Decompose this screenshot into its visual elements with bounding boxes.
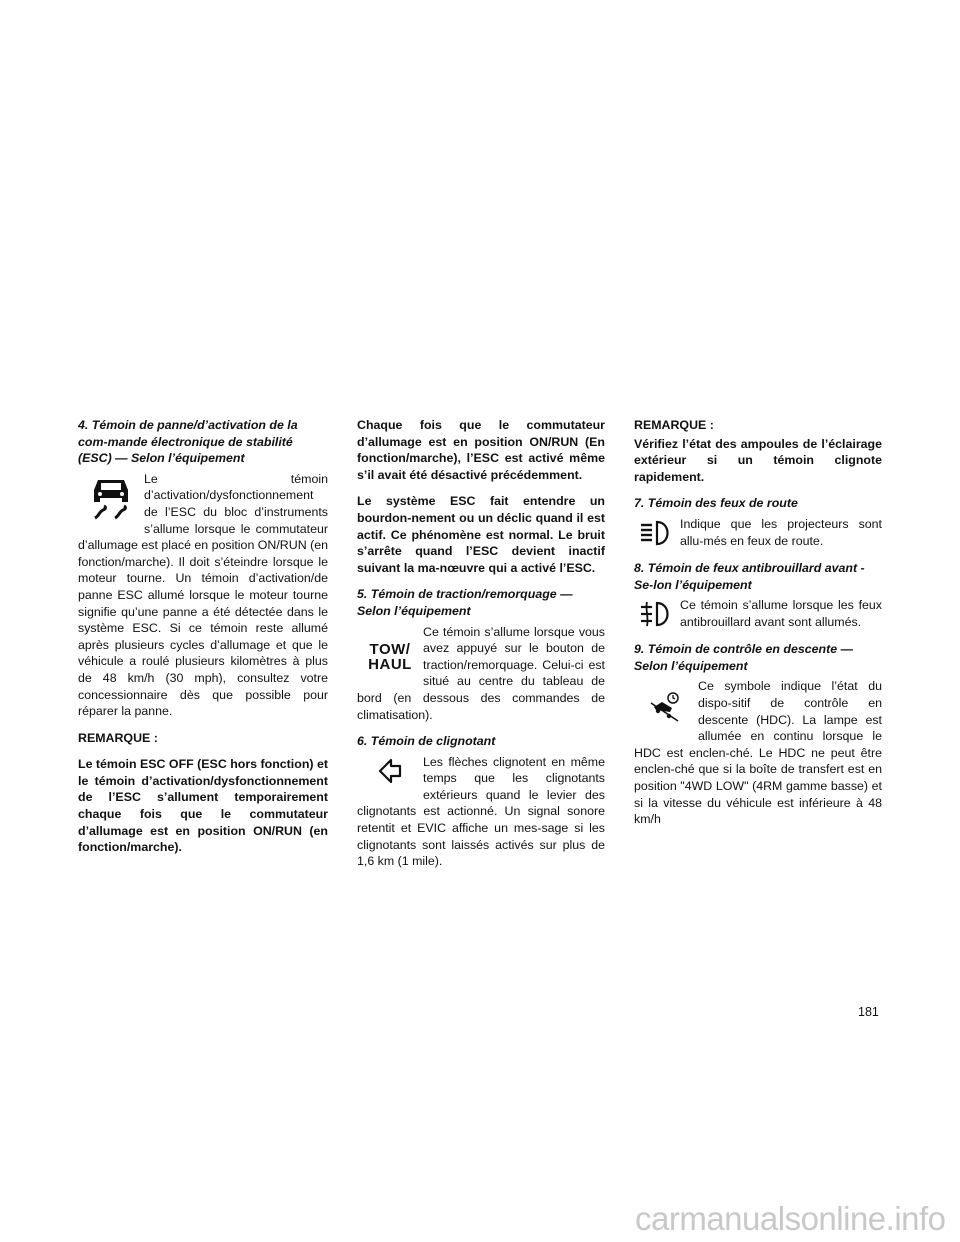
- section-5-heading: 5. Témoin de traction/remorquage — Selon l’équipement: [357, 587, 573, 618]
- page-number: 181: [858, 1005, 879, 1019]
- high-beam-icon: [634, 516, 680, 550]
- remark-label: REMARQUE :: [78, 730, 158, 745]
- section-6-heading: 6. Témoin de clignotant: [357, 734, 496, 749]
- remark-label: REMARQUE :: [634, 418, 714, 432]
- esc-noise-note: Le système ESC fait entendre un bourdon-nement ou un déclic quand il est actif. Ce phénomène est normal. Le bruit s’arrête quand l’ESC devient inactif suivant la ma-nœuvre qui a activé l’ESC.: [357, 494, 605, 575]
- hill-descent-control-icon: [634, 678, 698, 738]
- high-beam-indicator-block: [634, 516, 882, 550]
- section-9-heading: 9. Témoin de contrôle en descente — Selon l’équipement: [634, 642, 853, 673]
- section-7-heading: 7. Témoin des feux de route: [634, 496, 798, 511]
- section-5-body: Ce témoin s’allume lorsque vous avez appuyé sur le bouton de traction/remorquage. Celui-ci est situé au centre du tableau de bord (en dessous des commandes de climatisation).: [357, 624, 605, 722]
- esc-activation-note: Chaque fois que le commutateur d’allumage est en position ON/RUN (En fonction/marche), l’ESC est activé même s’il avait été désactivé précédemment.: [357, 418, 605, 482]
- tow-haul-indicator-block: [357, 624, 605, 724]
- section-8-body: Ce témoin s’allume lorsque les feux antibrouillard avant sont allumés.: [680, 598, 882, 629]
- section-7-body: Indique que les projecteurs sont allu-més en feux de route.: [680, 516, 882, 548]
- hill-descent-indicator-block: [634, 678, 882, 827]
- tow-haul-icon-line-1: TOW/: [369, 640, 411, 658]
- watermark-footer: carmanualsonline.info: [635, 1200, 946, 1237]
- section-6-body: Les flèches clignotent en même temps que les clignotants extérieurs quand le levier des clignotants est actionné. Un signal sonore retentit et EVIC affiche un mes-sage si les clignotants sont laissés activés sur plus de 1,6 km (1 mile).: [357, 754, 605, 869]
- esc-off-note: Le témoin ESC OFF (ESC hors fonction) et le témoin d’activation/dysfonctionnement de l’ESC s’allument temporairement chaque fois que le commutateur d’allumage est en position ON/RUN (en fonction/marche).: [78, 757, 328, 855]
- tow-haul-icon-line-2: HAUL: [368, 655, 412, 673]
- section-4-body: Le témoin d’activation/dysfonctionnement de l’ESC du bloc d’instruments s’allume lorsque le commutateur d’allumage est placé en position ON/RUN (en fonction/marche). Il doit s’éteindre lorsque le moteur tourne. Un témoin d’activation/de panne ESC allumé lorsque le moteur tourne signifie qu’une panne a été détectée dans le système ESC. Si ce témoin reste allumé après plusieurs cycles d’allumage et que le véhicule a roulé plusieurs kilomètres à plus de 48 km/h (30 mph), consultez votre concessionnaire dès que possible pour réparer la panne.: [78, 471, 329, 719]
- column-1: [78, 417, 328, 866]
- turn-signal-indicator-block: [357, 754, 605, 870]
- bulb-check-note: Vérifiez l’état des ampoules de l’éclairage extérieur si un témoin clignote rapidement.: [634, 436, 882, 484]
- tow-haul-icon: [357, 624, 423, 690]
- section-9-body: Ce symbole indique l’état du dispo-sitif de contrôle en descente (HDC). La lampe est allumée en continu lorsque le HDC est enclen-ché. Le HDC ne peut être enclen-ché que si la boîte de transfert est en position "4WD LOW" (4RM gamme basse) et si la vitesse du véhicule est inférieure à 48 km/h: [634, 679, 882, 827]
- esc-skid-icon: [78, 471, 144, 527]
- esc-indicator-block: [78, 471, 328, 720]
- fog-lamp-indicator-block: [634, 597, 882, 631]
- section-8-heading: 8. Témoin de feux antibrouillard avant - Se-lon l’équipement: [634, 560, 865, 592]
- front-fog-lamp-icon: [634, 597, 680, 631]
- column-2: [357, 417, 605, 880]
- section-4-heading: 4. Témoin de panne/d’activation de la com-mande électronique de stabilité (ESC) — Selon l’équipement: [78, 418, 298, 466]
- column-3: [634, 417, 882, 838]
- turn-signal-arrow-icon: [357, 754, 423, 788]
